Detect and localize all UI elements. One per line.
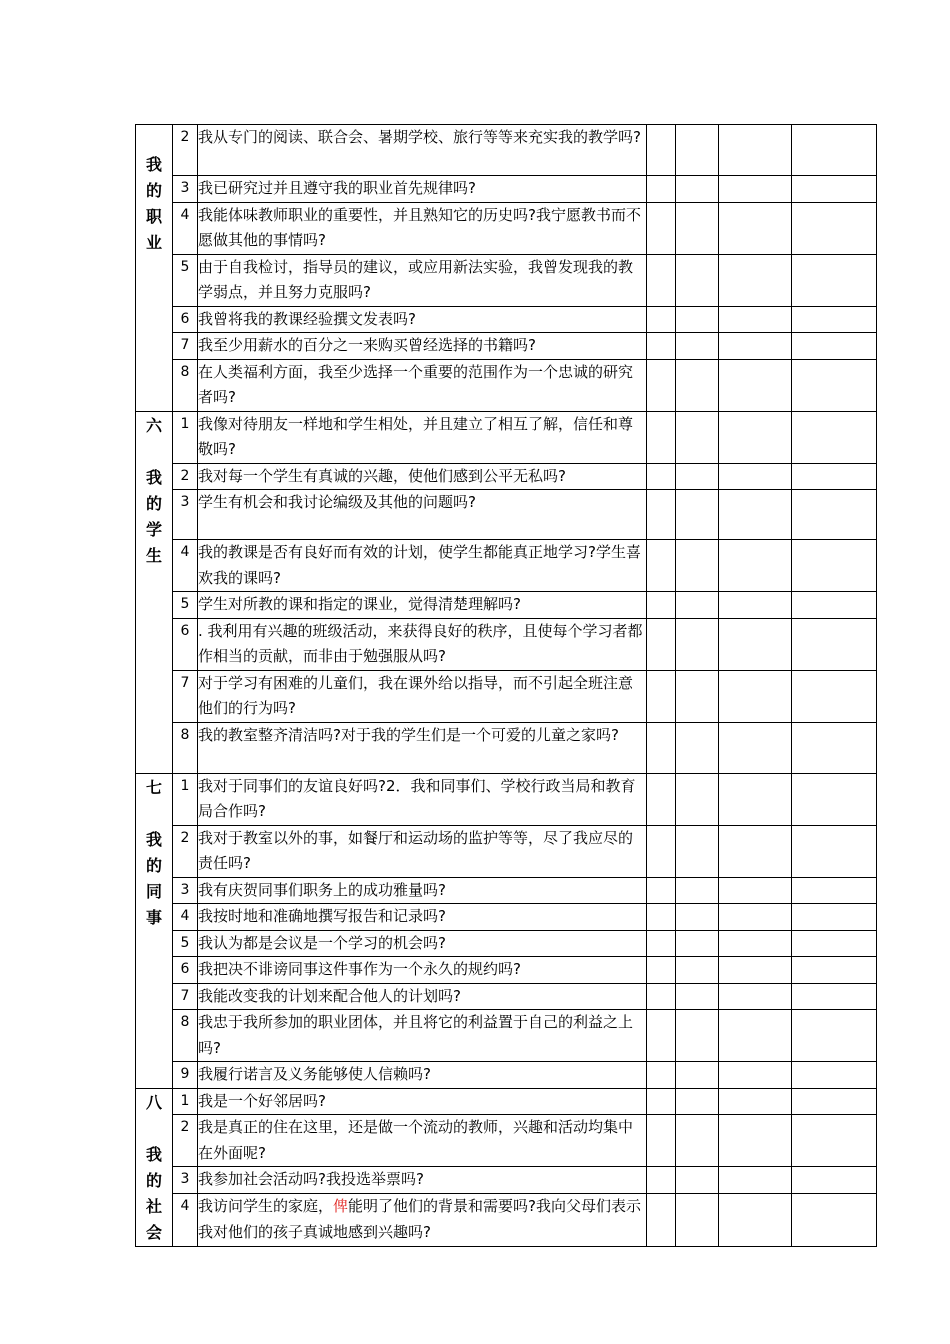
- question-text: 我的教室整齐清洁吗?对于我的学生们是一个可爱的儿童之家吗?: [198, 722, 647, 773]
- question-text-part: 我访问学生的家庭，: [198, 1197, 334, 1216]
- section-header-society: [136, 1088, 173, 1246]
- rating-cell[interactable]: [676, 1115, 719, 1167]
- rating-cell[interactable]: [792, 1167, 877, 1194]
- rating-cell[interactable]: [719, 618, 792, 670]
- rating-cell[interactable]: [792, 411, 877, 463]
- question-text: 我能体味教师职业的重要性，并且熟知它的历史吗?我宁愿教书而不愿做其他的事情吗?: [198, 202, 647, 254]
- rating-cell[interactable]: [647, 904, 676, 931]
- rating-cell[interactable]: [719, 957, 792, 984]
- rating-cell[interactable]: [719, 670, 792, 722]
- rating-cell[interactable]: [676, 825, 719, 877]
- item-number: 9: [173, 1062, 198, 1089]
- table-row: [136, 930, 877, 957]
- section-title: [136, 827, 172, 931]
- rating-cell[interactable]: [676, 359, 719, 411]
- rating-cell[interactable]: [792, 722, 877, 773]
- section-title: [136, 152, 172, 256]
- rating-cell[interactable]: [792, 1088, 877, 1115]
- table-row: [136, 490, 877, 540]
- rating-cell[interactable]: [647, 983, 676, 1010]
- table-row: [136, 904, 877, 931]
- question-text: 我至少用薪水的百分之一来购买曾经选择的书籍吗?: [198, 333, 647, 360]
- rating-cell[interactable]: [792, 306, 877, 333]
- table-row: [136, 411, 877, 463]
- question-text: 学生有机会和我讨论编级及其他的问题吗?: [198, 490, 647, 540]
- question-text: [198, 1194, 647, 1246]
- rating-cell[interactable]: [676, 540, 719, 592]
- rating-cell[interactable]: [719, 592, 792, 619]
- rating-cell[interactable]: [676, 1088, 719, 1115]
- rating-cell[interactable]: [719, 1167, 792, 1194]
- item-number: 3: [173, 490, 198, 540]
- section-header-colleagues: [136, 773, 173, 1088]
- rating-cell[interactable]: [719, 904, 792, 931]
- section-number: 六: [145, 415, 162, 435]
- rating-cell[interactable]: [792, 957, 877, 984]
- section-title-char: 我: [145, 829, 162, 849]
- item-number: 6: [173, 306, 198, 333]
- rating-cell[interactable]: [647, 333, 676, 360]
- question-text: 我对于同事们的友谊良好吗?2．我和同事们、学校行政当局和教育局合作吗?: [198, 773, 647, 825]
- question-text-part: 能明了他们的背景和需要吗?我向父母们表示我对他们的孩子真诚地感到兴趣吗?: [198, 1197, 641, 1241]
- table-row: [136, 359, 877, 411]
- rating-cell[interactable]: [719, 125, 792, 176]
- rating-cell[interactable]: [719, 825, 792, 877]
- section-title: [136, 1142, 172, 1246]
- section-title-char: 学: [145, 519, 162, 539]
- table-row: [136, 1088, 877, 1115]
- rating-cell[interactable]: [676, 1062, 719, 1089]
- section-title: [136, 465, 172, 569]
- rating-cell[interactable]: [719, 176, 792, 203]
- question-text: 学生对所教的课和指定的课业，觉得清楚理解吗?: [198, 592, 647, 619]
- table-row: [136, 333, 877, 360]
- rating-cell[interactable]: [792, 254, 877, 306]
- question-text: 我参加社会活动吗?我投选举票吗?: [198, 1167, 647, 1194]
- item-number: 7: [173, 333, 198, 360]
- question-text: 我像对待朋友一样地和学生相处，并且建立了相互了解，信任和尊敬吗?: [198, 411, 647, 463]
- rating-cell[interactable]: [719, 930, 792, 957]
- item-number: 5: [173, 930, 198, 957]
- rating-cell[interactable]: [792, 125, 877, 176]
- item-number: 2: [173, 125, 198, 176]
- table-row: [136, 773, 877, 825]
- question-text: 在人类福利方面，我至少选择一个重要的范围作为一个忠诚的研究者吗?: [198, 359, 647, 411]
- rating-cell[interactable]: [719, 1010, 792, 1062]
- rating-cell[interactable]: [647, 877, 676, 904]
- rating-cell[interactable]: [647, 1088, 676, 1115]
- rating-cell[interactable]: [719, 1115, 792, 1167]
- rating-cell[interactable]: [676, 904, 719, 931]
- item-number: 4: [173, 202, 198, 254]
- table-row: [136, 540, 877, 592]
- rating-cell[interactable]: [792, 618, 877, 670]
- question-text: 我是一个好邻居吗?: [198, 1088, 647, 1115]
- section-title-char: 我: [145, 467, 162, 487]
- rating-cell[interactable]: [647, 618, 676, 670]
- rating-cell[interactable]: [719, 1194, 792, 1246]
- rating-cell[interactable]: [719, 202, 792, 254]
- item-number: 7: [173, 983, 198, 1010]
- question-text: 我从专门的阅读、联合会、暑期学校、旅行等等来充实我的教学吗?: [198, 125, 647, 176]
- question-text: 我忠于我所参加的职业团体，并且将它的利益置于自己的利益之上吗?: [198, 1010, 647, 1062]
- rating-cell[interactable]: [719, 359, 792, 411]
- rating-cell[interactable]: [676, 125, 719, 176]
- rating-cell[interactable]: [647, 670, 676, 722]
- question-text: 我已研究过并且遵守我的职业首先规律吗?: [198, 176, 647, 203]
- table-row: [136, 983, 877, 1010]
- item-number: 8: [173, 1010, 198, 1062]
- rating-cell[interactable]: [719, 1062, 792, 1089]
- rating-cell[interactable]: [792, 592, 877, 619]
- rating-cell[interactable]: [647, 592, 676, 619]
- item-number: 8: [173, 359, 198, 411]
- table-row: [136, 125, 877, 176]
- rating-cell[interactable]: [792, 463, 877, 490]
- section-title-char: 职: [145, 207, 162, 226]
- section-title-char: 社: [145, 1196, 162, 1216]
- question-text: . 我利用有兴趣的班级活动，来获得良好的秩序，且使每个学习者都作相当的贡献，而非由于勉强服从吗?: [198, 618, 647, 670]
- item-number: 4: [173, 1194, 198, 1246]
- item-number: 1: [173, 411, 198, 463]
- rating-cell[interactable]: [647, 490, 676, 540]
- rating-cell[interactable]: [792, 202, 877, 254]
- question-text: 我的教课是否有良好而有效的计划，使学生都能真正地学习?学生喜欢我的课吗?: [198, 540, 647, 592]
- item-number: 5: [173, 592, 198, 619]
- rating-cell[interactable]: [792, 877, 877, 904]
- rating-cell[interactable]: [647, 957, 676, 984]
- table-row: [136, 176, 877, 203]
- section-number: 八: [145, 1092, 162, 1112]
- rating-cell[interactable]: [647, 773, 676, 825]
- table-row: [136, 1115, 877, 1167]
- self-evaluation-table: [135, 124, 877, 1247]
- table-row: [136, 306, 877, 333]
- rating-cell[interactable]: [719, 1088, 792, 1115]
- highlighted-character: 俾: [333, 1197, 349, 1216]
- rating-cell[interactable]: [676, 176, 719, 203]
- rating-cell[interactable]: [647, 306, 676, 333]
- rating-cell[interactable]: [792, 904, 877, 931]
- item-number: 1: [173, 773, 198, 825]
- rating-cell[interactable]: [676, 333, 719, 360]
- item-number: 3: [173, 1167, 198, 1194]
- rating-cell[interactable]: [719, 722, 792, 773]
- rating-cell[interactable]: [719, 490, 792, 540]
- rating-cell[interactable]: [719, 254, 792, 306]
- rating-cell[interactable]: [676, 463, 719, 490]
- table-row: [136, 1194, 877, 1246]
- rating-cell[interactable]: [676, 877, 719, 904]
- rating-cell[interactable]: [647, 722, 676, 773]
- rating-cell[interactable]: [792, 670, 877, 722]
- rating-cell[interactable]: [676, 670, 719, 722]
- rating-cell[interactable]: [647, 463, 676, 490]
- question-text: 我认为都是会议是一个学习的机会吗?: [198, 930, 647, 957]
- question-text: 我能改变我的计划来配合他人的计划吗?: [198, 983, 647, 1010]
- rating-cell[interactable]: [647, 411, 676, 463]
- rating-cell[interactable]: [792, 333, 877, 360]
- section-title-char: 事: [145, 907, 162, 927]
- rating-cell[interactable]: [792, 1115, 877, 1167]
- rating-cell[interactable]: [647, 1194, 676, 1246]
- rating-cell[interactable]: [676, 983, 719, 1010]
- item-number: 6: [173, 618, 198, 670]
- rating-cell[interactable]: [719, 411, 792, 463]
- table-row: [136, 1062, 877, 1089]
- item-number: 2: [173, 825, 198, 877]
- section-title-char: 会: [145, 1222, 162, 1242]
- item-number: 7: [173, 670, 198, 722]
- item-number: 3: [173, 877, 198, 904]
- rating-cell[interactable]: [719, 333, 792, 360]
- rating-cell[interactable]: [647, 176, 676, 203]
- question-text: 对于学习有困难的儿童们，我在课外给以指导，而不引起全班注意他们的行为吗?: [198, 670, 647, 722]
- rating-cell[interactable]: [792, 1010, 877, 1062]
- section-title-char: 的: [145, 855, 162, 875]
- rating-cell[interactable]: [647, 1010, 676, 1062]
- rating-cell[interactable]: [647, 202, 676, 254]
- rating-cell[interactable]: [792, 490, 877, 540]
- section-header-students: [136, 411, 173, 773]
- question-text: 我履行诺言及义务能够使人信赖吗?: [198, 1062, 647, 1089]
- table-row: [136, 592, 877, 619]
- rating-cell[interactable]: [792, 930, 877, 957]
- rating-cell[interactable]: [676, 592, 719, 619]
- item-number: 1: [173, 1088, 198, 1115]
- rating-cell[interactable]: [719, 877, 792, 904]
- table-row: [136, 463, 877, 490]
- item-number: 6: [173, 957, 198, 984]
- rating-cell[interactable]: [792, 1062, 877, 1089]
- rating-cell[interactable]: [676, 202, 719, 254]
- rating-cell[interactable]: [647, 359, 676, 411]
- rating-cell[interactable]: [647, 125, 676, 176]
- table-row: [136, 1167, 877, 1194]
- rating-cell[interactable]: [647, 540, 676, 592]
- rating-cell[interactable]: [719, 540, 792, 592]
- rating-cell[interactable]: [719, 306, 792, 333]
- section-title-char: 的: [145, 493, 162, 513]
- rating-cell[interactable]: [719, 773, 792, 825]
- question-text: 我对于教室以外的事，如餐厅和运动场的监护等等，尽了我应尽的责任吗?: [198, 825, 647, 877]
- section-title-char: 生: [145, 545, 162, 565]
- section-header-career: [136, 125, 173, 412]
- rating-cell[interactable]: [792, 773, 877, 825]
- question-text: 我曾将我的教课经验撰文发表吗?: [198, 306, 647, 333]
- rating-cell[interactable]: [719, 463, 792, 490]
- table-row: [136, 877, 877, 904]
- rating-cell[interactable]: [676, 1167, 719, 1194]
- rating-cell[interactable]: [676, 411, 719, 463]
- rating-cell[interactable]: [792, 1194, 877, 1246]
- rating-cell[interactable]: [676, 618, 719, 670]
- rating-cell[interactable]: [792, 540, 877, 592]
- item-number: 8: [173, 722, 198, 773]
- rating-cell[interactable]: [719, 983, 792, 1010]
- rating-cell[interactable]: [676, 722, 719, 773]
- rating-cell[interactable]: [676, 773, 719, 825]
- rating-cell[interactable]: [647, 254, 676, 306]
- question-text: 由于自我检讨，指导员的建议，或应用新法实验，我曾发现我的教学弱点，并且努力克服吗?: [198, 254, 647, 306]
- table-row: [136, 825, 877, 877]
- rating-cell[interactable]: [676, 1194, 719, 1246]
- question-text: 我是真正的住在这里，还是做一个流动的教师，兴趣和活动均集中在外面呢?: [198, 1115, 647, 1167]
- section-title-char: 业: [145, 233, 162, 252]
- question-text: 我把决不诽谤同事这件事作为一个永久的规约吗?: [198, 957, 647, 984]
- rating-cell[interactable]: [676, 490, 719, 540]
- rating-cell[interactable]: [676, 957, 719, 984]
- item-number: 2: [173, 1115, 198, 1167]
- rating-cell[interactable]: [647, 930, 676, 957]
- table-row: [136, 670, 877, 722]
- rating-cell[interactable]: [792, 983, 877, 1010]
- table-row: [136, 1010, 877, 1062]
- rating-cell[interactable]: [792, 359, 877, 411]
- item-number: 3: [173, 176, 198, 203]
- rating-cell[interactable]: [676, 930, 719, 957]
- rating-cell[interactable]: [792, 176, 877, 203]
- item-number: 5: [173, 254, 198, 306]
- section-title-char: 我: [145, 1144, 162, 1164]
- question-text: 我有庆贺同事们职务上的成功雅量吗?: [198, 877, 647, 904]
- section-title-char: 同: [145, 881, 162, 901]
- rating-cell[interactable]: [647, 1062, 676, 1089]
- table-row: [136, 722, 877, 773]
- question-text: 我对每一个学生有真诚的兴趣，使他们感到公平无私吗?: [198, 463, 647, 490]
- table-row: [136, 202, 877, 254]
- item-number: 4: [173, 904, 198, 931]
- item-number: 2: [173, 463, 198, 490]
- rating-cell[interactable]: [647, 1167, 676, 1194]
- rating-cell[interactable]: [647, 825, 676, 877]
- section-number: 七: [145, 777, 162, 797]
- item-number: 4: [173, 540, 198, 592]
- section-title-char: 我: [145, 155, 162, 174]
- table-row: [136, 254, 877, 306]
- rating-cell[interactable]: [647, 1115, 676, 1167]
- question-text: 我按时地和准确地撰写报告和记录吗?: [198, 904, 647, 931]
- rating-cell[interactable]: [792, 825, 877, 877]
- table-row: [136, 957, 877, 984]
- section-title-char: 的: [145, 1170, 162, 1190]
- rating-cell[interactable]: [676, 1010, 719, 1062]
- rating-cell[interactable]: [676, 306, 719, 333]
- rating-cell[interactable]: [676, 254, 719, 306]
- table-row: [136, 618, 877, 670]
- section-title-char: 的: [145, 181, 162, 200]
